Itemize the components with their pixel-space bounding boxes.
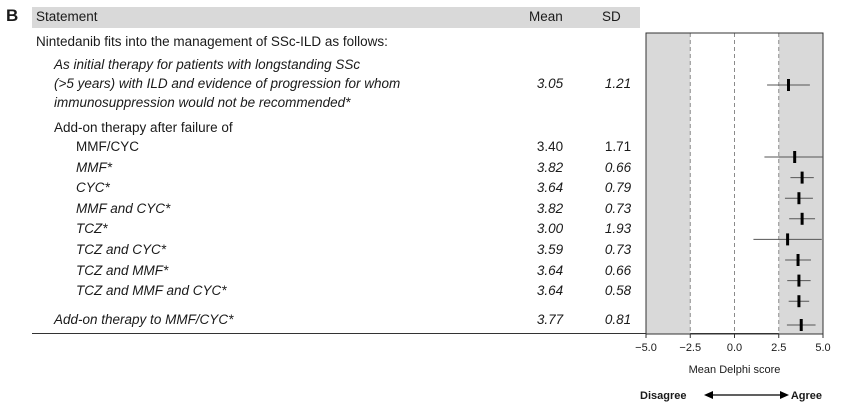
agree-label: Agree	[790, 390, 822, 402]
addon-header: Add-on therapy after failure of	[54, 120, 233, 135]
mean-header: Mean	[529, 9, 563, 24]
arrow-right-icon	[780, 391, 789, 399]
final-row-sd: 0.81	[604, 312, 632, 327]
addon-row-label: MMF/CYC	[76, 139, 139, 154]
arrow-left-icon	[704, 391, 713, 399]
addon-row-label: TCZ*	[76, 221, 108, 237]
addon-row-sd: 1.71	[604, 139, 632, 154]
addon-row-mean: 3.64	[536, 283, 564, 299]
x-tick-label: 0.0	[726, 342, 743, 354]
x-axis-label: Mean Delphi score	[688, 364, 781, 376]
addon-row-mean: 3.59	[536, 242, 564, 257]
addon-row-sd: 0.58	[604, 283, 632, 299]
x-tick-label: −2.5	[679, 342, 702, 354]
addon-row-label: MMF and CYC*	[76, 200, 171, 216]
intro-statement: Nintedanib fits into the management of SSc-ILD as follows:	[36, 34, 388, 49]
addon-row-sd: 0.66	[604, 159, 632, 175]
panel-label: B	[6, 6, 19, 25]
addon-row-sd: 1.93	[604, 221, 632, 237]
addon-row-label: CYC*	[76, 180, 110, 196]
sd-header: SD	[602, 9, 621, 24]
initial-therapy-line-2: (>5 years) with ILD and evidence of progression for whom	[54, 76, 401, 91]
addon-row-label: MMF*	[76, 159, 112, 175]
disagree-label: Disagree	[640, 390, 687, 402]
addon-row-sd: 0.73	[604, 200, 632, 216]
shaded-region	[646, 33, 690, 334]
addon-row-mean: 3.82	[536, 200, 564, 216]
final-row-label: Add-on therapy to MMF/CYC*	[54, 312, 234, 327]
initial-therapy-line-3: immunosuppression would not be recommended*	[54, 95, 351, 110]
addon-row-mean: 3.82	[536, 159, 564, 175]
x-tick-label: −5.0	[635, 342, 657, 354]
addon-row-mean: 3.64	[536, 180, 564, 196]
final-row-mean: 3.77	[536, 312, 564, 327]
initial-therapy-line-1: As initial therapy for patients with longstanding SSc	[54, 57, 361, 72]
addon-row-mean: 3.00	[536, 221, 564, 237]
statement-header: Statement	[36, 9, 98, 24]
addon-row-label: TCZ and MMF*	[76, 262, 169, 278]
addon-row-sd: 0.66	[604, 262, 632, 278]
addon-row-sd: 0.79	[604, 180, 632, 196]
addon-row-mean: 3.40	[536, 139, 564, 154]
initial-therapy-mean: 3.05	[536, 76, 564, 91]
addon-row-mean: 3.64	[536, 262, 564, 278]
x-tick-label: 2.5	[771, 342, 787, 354]
x-tick-label: 5.0	[815, 342, 831, 354]
addon-row-sd: 0.73	[604, 242, 632, 257]
initial-therapy-sd: 1.21	[604, 76, 632, 91]
addon-row-label: TCZ and CYC*	[76, 242, 167, 257]
addon-row-label: TCZ and MMF and CYC*	[76, 283, 227, 299]
